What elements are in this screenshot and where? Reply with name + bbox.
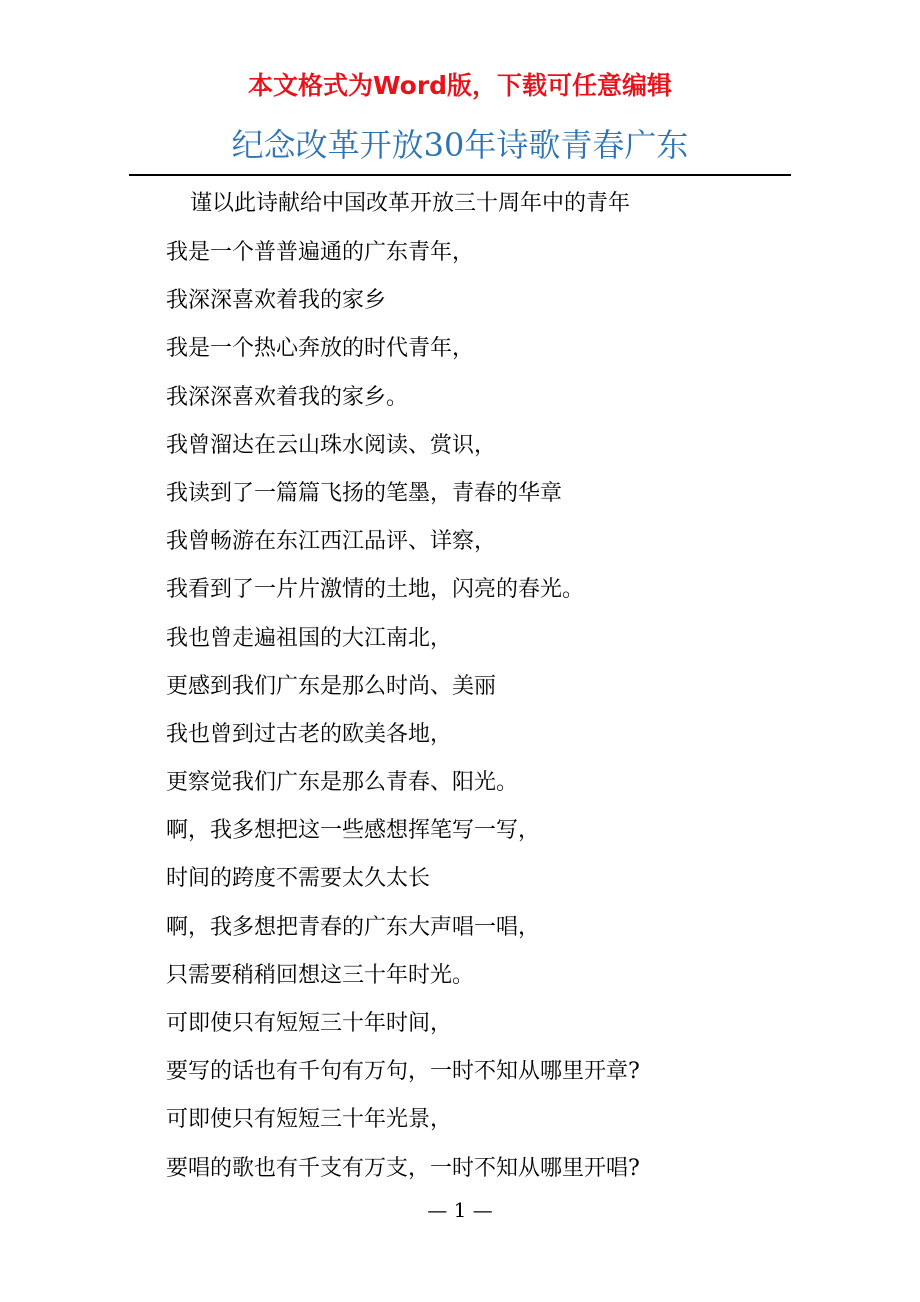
poem-line: 我读到了一篇篇飞扬的笔墨，青春的华章	[166, 480, 563, 506]
poem-line: 可即使只有短短三十年时间，	[166, 1011, 453, 1036]
page-title: 纪念改革开放30年诗歌青春广东	[231, 126, 689, 164]
poem-line: 我是一个普普遍通的广东青年，	[166, 240, 475, 265]
poem-line: 我是一个热心奔放的时代青年，	[166, 336, 475, 362]
title-divider	[129, 174, 791, 176]
poem-line: 只需要稍稍回想这三十年时光。	[166, 962, 475, 988]
poem-line: 时间的跨度不需要太久太长	[166, 866, 431, 892]
poem-body	[166, 233, 640, 1197]
poem-line: 要写的话也有千句有万句，一时不知从哪里开章?	[166, 1059, 640, 1085]
poem-line: 要唱的歌也有千支有万支，一时不知从哪里开唱?	[166, 1155, 640, 1181]
poem-line: 啊，我多想把这一些感想挥笔写一写，	[166, 818, 541, 844]
poem-line: 更察觉我们广东是那么青春、阳光。	[166, 770, 519, 796]
poem-line: 我也曾走遍祖国的大江南北，	[166, 625, 453, 651]
poem-line: 我看到了一片片激情的土地，闪亮的春光。	[166, 577, 585, 603]
poem-line: 可即使只有短短三十年光景，	[166, 1107, 453, 1133]
poem-line: 我深深喜欢着我的家乡	[166, 288, 387, 314]
poem-line: 我深深喜欢着我的家乡。	[166, 384, 409, 410]
poem-line: 更感到我们广东是那么时尚、美丽	[166, 673, 497, 699]
poem-line: 我曾畅游在东江西江品评、详察，	[166, 529, 497, 555]
page-number: — 1 —	[427, 1198, 493, 1222]
dedication-line: 谨以此诗献给中国改革开放三十周年中的青年	[190, 191, 631, 216]
poem-line: 我曾溜达在云山珠水阅读、赏识，	[166, 432, 497, 458]
poem-line: 啊，我多想把青春的广东大声唱一唱，	[166, 914, 541, 940]
poem-line: 我也曾到过古老的欧美各地，	[166, 721, 453, 747]
format-banner: 本文格式为Word版，下载可任意编辑	[247, 71, 673, 100]
